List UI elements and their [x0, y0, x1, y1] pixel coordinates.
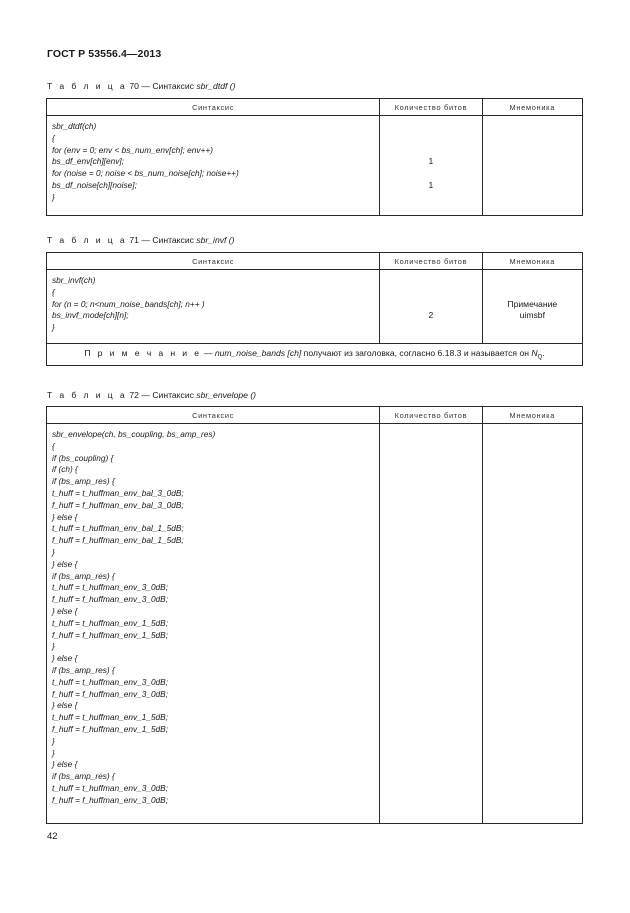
- document-header: ГОСТ Р 53556.4—2013: [47, 48, 162, 60]
- mnemonic-cell: [482, 116, 582, 216]
- text-line: } else {: [52, 700, 78, 711]
- col-header-syntax: Синтаксис: [47, 407, 380, 424]
- text-line: } else {: [52, 605, 78, 616]
- text-line: [483, 287, 582, 299]
- syntax-cell: [47, 270, 380, 344]
- text-line: if (bs_amp_res) {: [52, 664, 115, 675]
- col-header-bits: Количество битов: [380, 407, 482, 424]
- text-line: sbr_dtdf(ch): [52, 121, 97, 131]
- text-line: } else {: [52, 558, 78, 569]
- bits-cell: [380, 424, 482, 824]
- text-line: f_huff = f_huffman_env_1_5dB;: [52, 629, 169, 640]
- text-line: 2: [428, 310, 434, 321]
- text-line: if (bs_amp_res) {: [52, 771, 115, 782]
- table-71: [46, 252, 583, 366]
- bits-cell: [380, 270, 482, 344]
- text-line: [483, 133, 582, 145]
- text-line: [380, 121, 481, 133]
- text-line: f_huff = f_huffman_env_3_0dB;: [52, 594, 169, 605]
- text-line: [483, 168, 582, 180]
- mnemonic-cell: [482, 424, 582, 824]
- text-line: [380, 287, 481, 299]
- table-72: [46, 406, 583, 824]
- text-line: }: [52, 641, 55, 652]
- table-71-note: П р и м е ч а н и е — num_noise_bands [ch] получают из заголовка, согласно 6.18.3 и называется он $N_Q$.: [47, 344, 583, 366]
- text-line: [483, 275, 582, 287]
- text-line: [380, 299, 481, 311]
- text-line: f_huff = f_huffman_env_3_0dB;: [52, 794, 169, 805]
- text-line: t_huff = t_huffman_env_3_0dB;: [52, 676, 169, 687]
- text-line: }: [52, 735, 55, 746]
- text-line: [380, 322, 481, 334]
- text-line: [380, 192, 481, 204]
- bits-cell: [380, 116, 482, 216]
- text-line: 1: [428, 179, 434, 190]
- col-header-syntax: Синтаксис: [47, 99, 380, 116]
- text-line: }: [52, 546, 55, 557]
- table-72-caption: Т а б л и ц а 72 — Синтаксис sbr_envelope (): [47, 390, 257, 400]
- text-line: [483, 156, 582, 168]
- page-number: 42: [47, 831, 58, 842]
- syntax-cell: [47, 424, 380, 824]
- text-line: for (noise = 0; noise < bs_num_noise[ch]; noise++): [52, 168, 239, 179]
- mnemonic-cell: [482, 270, 582, 344]
- text-line: [483, 322, 582, 334]
- col-header-bits: Количество битов: [380, 99, 482, 116]
- text-line: [483, 180, 582, 192]
- text-line: }: [52, 747, 55, 758]
- text-line: {: [52, 132, 55, 143]
- text-line: [380, 275, 481, 287]
- text-line: t_huff = t_huffman_env_bal_3_0dB;: [52, 487, 184, 498]
- text-line: t_huff = t_huffman_env_1_5dB;: [52, 617, 169, 628]
- text-line: if (ch) {: [52, 464, 78, 475]
- text-line: f_huff = f_huffman_env_bal_1_5dB;: [52, 535, 184, 546]
- text-line: sbr_envelope(ch, bs_coupling, bs_amp_res): [52, 429, 216, 439]
- text-line: sbr_invf(ch): [52, 275, 96, 285]
- col-header-mnemonic: Мнемоника: [482, 253, 582, 270]
- text-line: f_huff = f_huffman_env_3_0dB;: [52, 688, 169, 699]
- syntax-cell: [47, 116, 380, 216]
- table-71-caption: Т а б л и ц а 71 — Синтаксис sbr_invf (): [47, 235, 235, 245]
- text-line: }: [52, 322, 55, 333]
- text-line: } else {: [52, 759, 78, 770]
- text-line: {: [52, 286, 55, 297]
- table-70-caption: Т а б л и ц а 70 — Синтаксис sbr_dtdf (): [47, 81, 236, 91]
- text-line: Примечание: [507, 298, 558, 309]
- text-line: [483, 145, 582, 157]
- text-line: [483, 121, 582, 133]
- text-line: bs_df_env[ch][env];: [52, 156, 124, 167]
- col-header-syntax: Синтаксис: [47, 253, 380, 270]
- text-line: } else {: [52, 511, 78, 522]
- text-line: t_huff = t_huffman_env_3_0dB;: [52, 582, 169, 593]
- text-line: [483, 192, 582, 204]
- text-line: f_huff = f_huffman_env_bal_3_0dB;: [52, 499, 184, 510]
- text-line: } else {: [52, 653, 78, 664]
- text-line: for (n = 0; n<num_noise_bands[ch]; n++ ): [52, 298, 205, 309]
- col-header-bits: Количество битов: [380, 253, 482, 270]
- text-line: if (bs_amp_res) {: [52, 476, 115, 487]
- table-70: [46, 98, 583, 216]
- text-line: t_huff = t_huffman_env_1_5dB;: [52, 712, 169, 723]
- col-header-mnemonic: Мнемоника: [482, 99, 582, 116]
- text-line: {: [52, 440, 55, 451]
- text-line: if (bs_coupling) {: [52, 452, 114, 463]
- text-line: }: [52, 191, 55, 202]
- text-line: uimsbf: [519, 310, 545, 321]
- text-line: t_huff = t_huffman_env_3_0dB;: [52, 782, 169, 793]
- col-header-mnemonic: Мнемоника: [482, 407, 582, 424]
- text-line: f_huff = f_huffman_env_1_5dB;: [52, 723, 169, 734]
- text-line: for (env = 0; env < bs_num_env[ch]; env++): [52, 144, 213, 155]
- text-line: t_huff = t_huffman_env_bal_1_5dB;: [52, 523, 184, 534]
- text-line: if (bs_amp_res) {: [52, 570, 115, 581]
- text-line: [380, 168, 481, 180]
- text-line: bs_invf_mode[ch][n];: [52, 310, 129, 321]
- text-line: [380, 145, 481, 157]
- text-line: 1: [428, 156, 434, 167]
- text-line: [380, 133, 481, 145]
- text-line: bs_df_noise[ch][noise];: [52, 179, 137, 190]
